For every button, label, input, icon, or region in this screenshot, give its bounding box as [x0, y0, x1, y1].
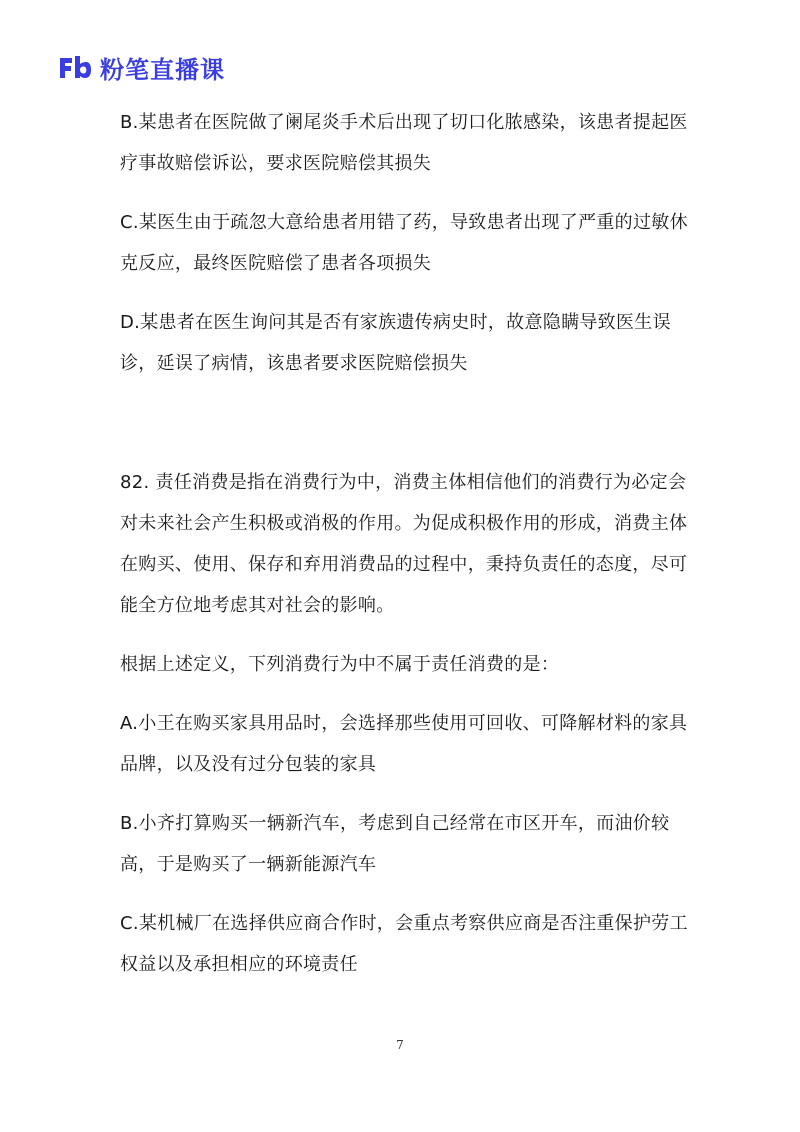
q82-prompt: 根据上述定义，下列消费行为中不属于责任消费的是：: [120, 654, 560, 675]
q82-option-b: B.小齐打算购买一辆新汽车，考虑到自己经常在市区开车，而油价较高，于是购买了一辆新能源汽车: [120, 813, 670, 875]
q81-option-b: B.某患者在医院做了阑尾炎手术后出现了切口化脓感染，该患者提起医疗事故赔偿诉讼，要求医院赔偿其损失: [120, 112, 688, 174]
q81-option-d: D.某患者在医生询问其是否有家族遗传病史时，故意隐瞒导致医生误诊，延误了病情，该患者要求医院赔偿损失: [120, 312, 671, 374]
q82-option-c: C.某机械厂在选择供应商合作时，会重点考察供应商是否注重保护劳工权益以及承担相应的环境责任: [120, 913, 688, 975]
q81-option-c: C.某医生由于疏忽大意给患者用错了药，导致患者出现了严重的过敏休克反应，最终医院赔偿了患者各项损失: [120, 212, 688, 274]
q82-option-a: A.小王在购买家具用品时，会选择那些使用可回收、可降解材料的家具品牌，以及没有过分包装的家具: [120, 713, 688, 775]
brand-name: 粉笔直播课: [100, 55, 225, 84]
fb-logo-icon: [58, 54, 92, 80]
brand-header: [58, 52, 225, 82]
page-number: 7: [396, 1038, 404, 1052]
document-body: [120, 102, 700, 985]
q82-stem: 82. 责任消费是指在消费行为中，消费主体相信他们的消费行为必定会对未来社会产生积极或消极的作用。为促成积极作用的形成，消费主体在购买、使用、保存和弃用消费品的过程中，秉持负责任的态度，尽可能全方位地考虑其对社会的影响。: [120, 472, 688, 616]
